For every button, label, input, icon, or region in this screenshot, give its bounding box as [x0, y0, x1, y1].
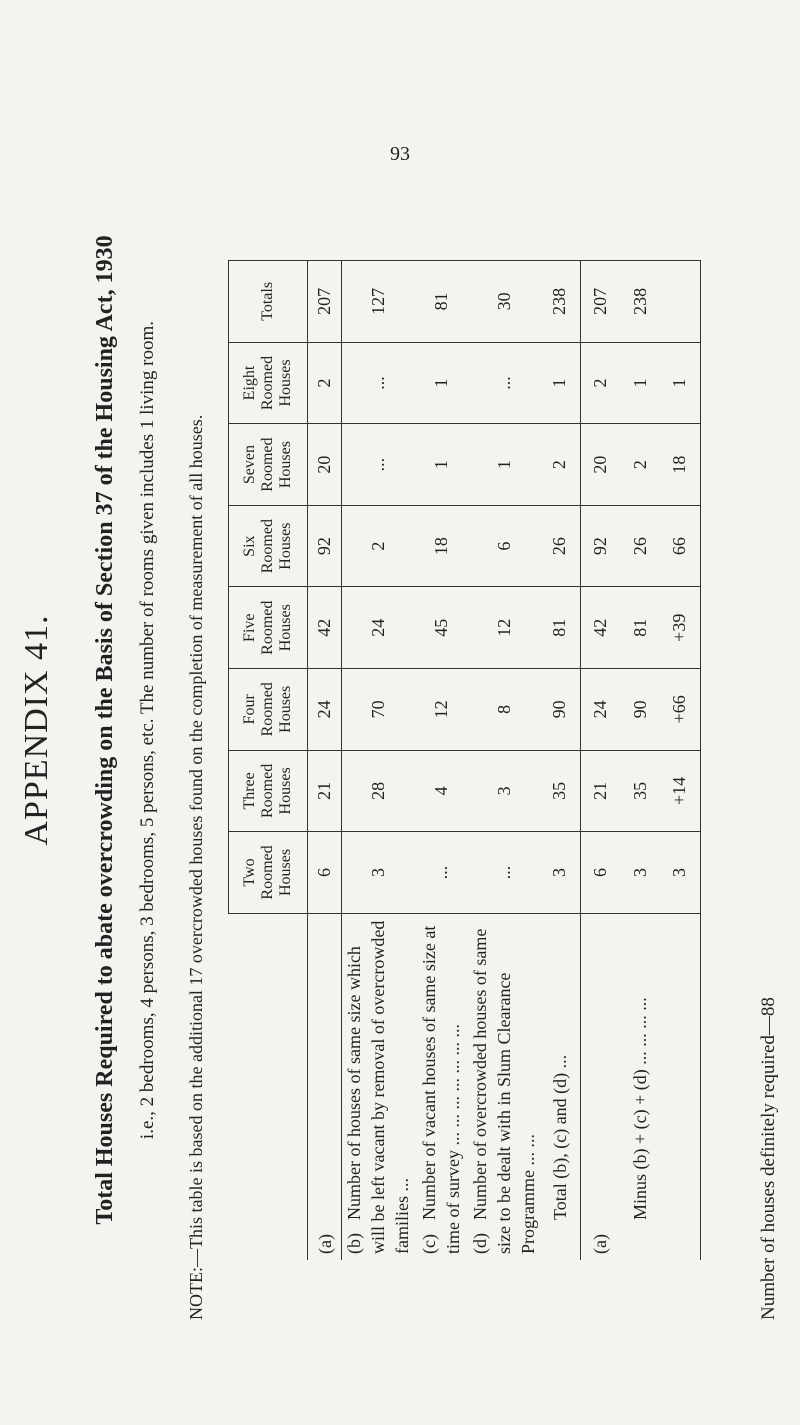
row-text: Number of vacant houses of same size at time of survey ... ... ... ... ... ... ... [419, 925, 463, 1254]
table-row [540, 261, 580, 1261]
table-cell: 3 [540, 832, 580, 914]
row-label-cell [468, 913, 540, 1260]
row-letter: (c) [419, 1234, 439, 1254]
row-label-cell [540, 913, 580, 1260]
header-totals: Totals [229, 261, 308, 343]
table-title: Total Houses Required to abate overcrowding on the Basis of Section 37 of the Housing Act, 1930 [92, 235, 118, 1225]
page-number: 93 [390, 143, 410, 165]
table-cell: +14 [660, 750, 700, 832]
table-cell: 90 [620, 669, 660, 751]
table-cell: 81 [540, 587, 580, 669]
table-cell: ... [342, 424, 415, 506]
table-row [468, 261, 540, 1261]
table-note: NOTE:—This table is based on the additional 17 overcrowded houses found on the completion of measurement of all houses. [186, 414, 206, 1320]
table-cell: 24 [342, 587, 415, 669]
row-label-cell [620, 913, 660, 1260]
table-cell: 21 [308, 750, 342, 832]
table-cell: 70 [342, 669, 415, 751]
table-cell: 30 [468, 261, 540, 343]
table-cell: 6 [580, 832, 620, 914]
table-cell: 2 [540, 424, 580, 506]
table-cell: 3 [468, 750, 540, 832]
table-cell: 3 [620, 832, 660, 914]
table-cell: 45 [414, 587, 468, 669]
table-cell: 1 [468, 424, 540, 506]
table-cell: 90 [540, 669, 580, 751]
table-cell: 21 [580, 750, 620, 832]
table-cell: 24 [308, 669, 342, 751]
table-cell: 8 [468, 669, 540, 751]
table-cell: 92 [308, 505, 342, 587]
row-text: Number of overcrowded houses of same size to be dealt with in Slum Clearance Programme ... ... [470, 928, 538, 1254]
table-row [580, 261, 620, 1261]
table-cell: 1 [414, 342, 468, 424]
table-cell: 1 [620, 342, 660, 424]
table-subtitle: i.e., 2 bedrooms, 4 persons, 3 bedrooms, 5 persons, etc. The number of rooms given includes 1 living room. [137, 320, 158, 1140]
row-letter: (d) [470, 1233, 490, 1254]
row-label-cell [414, 913, 468, 1260]
table-cell: ... [342, 342, 415, 424]
table-cell: 207 [308, 261, 342, 343]
table-cell: 2 [620, 424, 660, 506]
table-cell: 12 [414, 669, 468, 751]
table-cell: 35 [620, 750, 660, 832]
table-cell: 1 [540, 342, 580, 424]
row-label-cell [580, 913, 620, 1260]
row-text: Minus (b) + (c) + (d) ... ... ... ... [630, 997, 650, 1220]
header-seven-roomed: Seven Roomed Houses [229, 424, 308, 506]
table-cell: 20 [580, 424, 620, 506]
row-label-cell [660, 913, 700, 1260]
table-cell: 2 [342, 505, 415, 587]
header-two-roomed: Two Roomed Houses [229, 832, 308, 914]
table-cell: 66 [660, 505, 700, 587]
table-cell: 6 [308, 832, 342, 914]
table-cell: 92 [580, 505, 620, 587]
header-five-roomed: Five Roomed Houses [229, 587, 308, 669]
header-six-roomed: Six Roomed Houses [229, 505, 308, 587]
table-cell: 127 [342, 261, 415, 343]
table-cell: 12 [468, 587, 540, 669]
table-cell: 81 [414, 261, 468, 343]
table-cell: 42 [580, 587, 620, 669]
table-cell: 2 [580, 342, 620, 424]
table-cell: 2 [308, 342, 342, 424]
table-cell: +39 [660, 587, 700, 669]
table-cell: 35 [540, 750, 580, 832]
table-cell [660, 261, 700, 343]
table-cell: 3 [660, 832, 700, 914]
table-cell: +66 [660, 669, 700, 751]
table-cell: ... [468, 832, 540, 914]
row-text: Total (b), (c) and (d) ... [549, 1054, 570, 1220]
header-four-roomed: Four Roomed Houses [229, 669, 308, 751]
table-cell: 26 [540, 505, 580, 587]
table-cell: 24 [580, 669, 620, 751]
row-letter: (a) [314, 1234, 335, 1254]
row-label-cell [342, 913, 415, 1260]
table-cell: 207 [580, 261, 620, 343]
table-cell: 238 [540, 261, 580, 343]
table-row [308, 261, 342, 1261]
header-row [229, 261, 308, 1261]
table-cell: 6 [468, 505, 540, 587]
table-row [342, 261, 415, 1261]
table-cell: 4 [414, 750, 468, 832]
table-cell: ... [414, 832, 468, 914]
table-cell: 18 [414, 505, 468, 587]
table-cell: 26 [620, 505, 660, 587]
row-letter: (b) [344, 1233, 364, 1254]
table-cell: 238 [620, 261, 660, 343]
table-cell: 20 [308, 424, 342, 506]
row-label-cell [308, 913, 342, 1260]
footer-note: Number of houses definitely required—88 [758, 997, 779, 1320]
row-text: Number of houses of same size which will be left vacant by removal of overcrowded families ... [344, 920, 412, 1254]
table-cell: 3 [342, 832, 415, 914]
header-three-roomed: Three Roomed Houses [229, 750, 308, 832]
table-cell: 1 [414, 424, 468, 506]
row-letter: (a) [590, 1234, 611, 1254]
table-cell: 42 [308, 587, 342, 669]
table-row [660, 261, 700, 1261]
table-cell: 1 [660, 342, 700, 424]
table-cell: 81 [620, 587, 660, 669]
table-cell: 28 [342, 750, 415, 832]
table-cell: ... [468, 342, 540, 424]
header-eight-roomed: Eight Roomed Houses [229, 342, 308, 424]
appendix-title: APPENDIX 41. [18, 614, 55, 846]
housing-table [228, 260, 701, 1260]
header-description [229, 913, 308, 1260]
table-cell: 18 [660, 424, 700, 506]
table-row [620, 261, 660, 1261]
table-row [414, 261, 468, 1261]
rotated-page [0, 140, 800, 1320]
